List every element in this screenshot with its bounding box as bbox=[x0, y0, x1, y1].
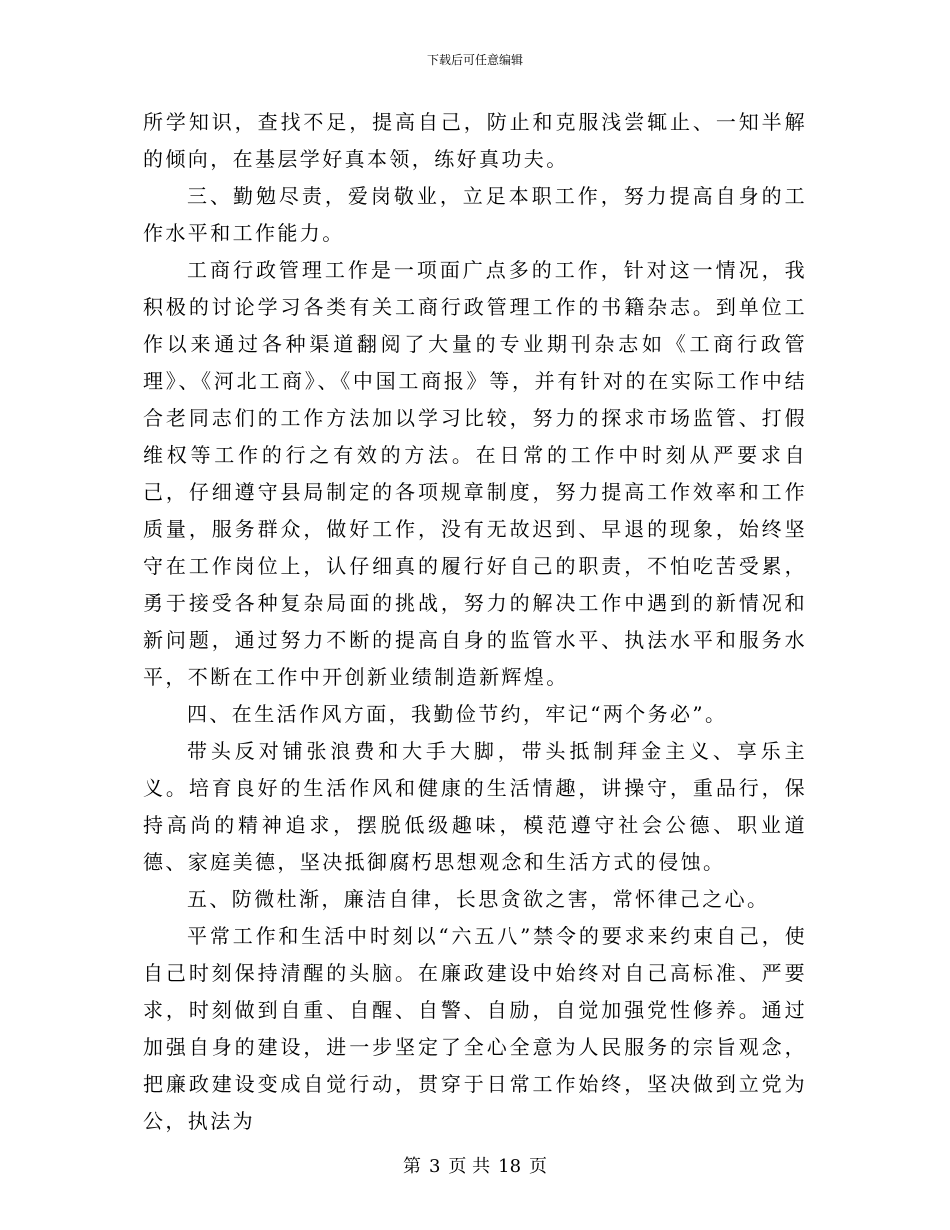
body-paragraph: 所学知识，查找不足，提高自己，防止和克服浅尝辄止、一知半解的倾向，在基层学好真本领，练好真功夫。 bbox=[143, 110, 807, 171]
footer-prefix: 第 bbox=[402, 1156, 421, 1177]
footer-suffix: 页 bbox=[529, 1156, 548, 1177]
section-heading-5: 五、防微杜渐，廉洁自律，长思贪欲之害，常怀律己之心。 bbox=[187, 887, 770, 911]
document-body bbox=[143, 104, 807, 1140]
body-paragraph: 带头反对铺张浪费和大手大脚，带头抵制拜金主义、享乐主义。培育良好的生活作风和健康的生活情趣，讲操守，重品行，保持高尚的精神追求，摆脱低级趣味，模范遵守社会公德、职业道德、家庭美德，坚决抵御腐朽思想观念和生活方式的侵蚀。 bbox=[143, 739, 807, 874]
body-paragraph: 平常工作和生活中时刻以“六五八”禁令的要求来约束自己，使自己时刻保持清醒的头脑。在廉政建设中始终对自己高标准、严要求，时刻做到自重、自醒、自警、自励，自觉加强党性修养。通过加强自身的建设，进一步坚定了全心全意为人民服务的宗旨观念，把廉政建设变成自觉行动，贯穿于日常工作始终，坚决做到立党为公，执法为 bbox=[143, 924, 807, 1133]
section-heading-4: 四、在生活作风方面，我勤俭节约，牢记“两个务必”。 bbox=[187, 702, 728, 726]
page-footer bbox=[0, 1155, 950, 1179]
footer-middle: 页 共 bbox=[448, 1156, 491, 1177]
total-page-count: 18 bbox=[498, 1156, 522, 1177]
body-paragraph: 工商行政管理工作是一项面广点多的工作，针对这一情况，我积极的讨论学习各类有关工商行政管理工作的书籍杂志。到单位工作以来通过各种渠道翻阅了大量的专业期刊杂志如《工商行政管理》、《河北工商》、《中国工商报》等，并有针对的在实际工作中结合老同志们的工作方法加以学习比较，努力的探求市场监管、打假维权等工作的行之有效的方法。在日常的工作中时刻从严要求自己，仔细遵守县局制定的各项规章制度，努力提高工作效率和工作质量，服务群众，做好工作，没有无故迟到、早退的现象，始终坚守在工作岗位上，认仔细真的履行好自己的职责，不怕吃苦受累，勇于接受各种复杂局面的挑战，努力的解决工作中遇到的新情况和新问题，通过努力不断的提高自身的监管水平、执法水平和服务水平，不断在工作中开创新业绩制造新辉煌。 bbox=[143, 258, 807, 689]
section-heading-3: 三、勤勉尽责，爱岗敬业，立足本职工作，努力提高自身的工作水平和工作能力。 bbox=[143, 184, 807, 245]
current-page-number: 3 bbox=[428, 1156, 441, 1177]
page-header-note: 下载后可任意编辑 bbox=[426, 53, 523, 67]
